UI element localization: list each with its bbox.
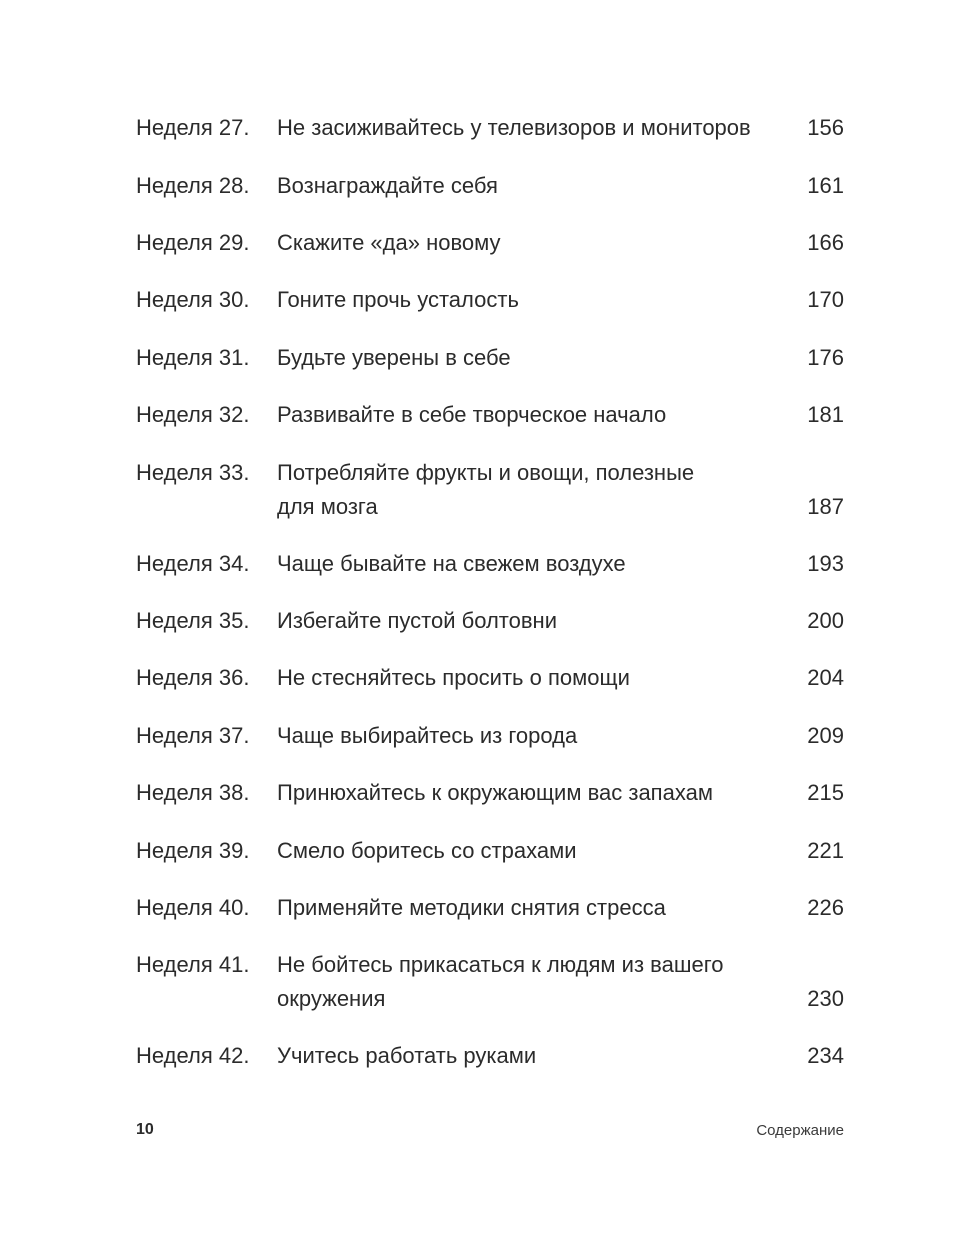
toc-title-line: Чаще выбирайтесь из города	[277, 723, 578, 748]
toc-page: 161	[807, 173, 844, 198]
toc-page: 209	[807, 723, 844, 748]
toc-title-line: Не бойтесь прикасаться к людям из вашего	[277, 952, 724, 977]
toc-week: Неделя 35.	[136, 608, 250, 633]
toc-title	[277, 719, 747, 753]
toc-title	[277, 226, 747, 260]
toc-week: Неделя 31.	[136, 345, 250, 370]
toc-title	[277, 169, 747, 203]
toc-week: Неделя 27.	[136, 115, 250, 140]
toc-title	[277, 604, 747, 638]
toc-page: 193	[807, 551, 844, 576]
toc-week: Неделя 32.	[136, 402, 250, 427]
toc-page: 230	[807, 986, 844, 1011]
toc-title	[277, 547, 747, 581]
toc-title-line: Будьте уверены в себе	[277, 345, 511, 370]
toc-page: 215	[807, 780, 844, 805]
toc-title-line: для мозга	[277, 494, 378, 519]
toc-title	[277, 283, 747, 317]
toc-page: 221	[807, 838, 844, 863]
toc-page: 234	[807, 1043, 844, 1068]
toc-title-line: Скажите «да» новому	[277, 230, 501, 255]
toc-week: Неделя 37.	[136, 723, 250, 748]
toc-week: Неделя 42.	[136, 1043, 250, 1068]
toc-page: 226	[807, 895, 844, 920]
toc-page: 187	[807, 494, 844, 519]
toc-title	[277, 891, 747, 925]
toc-title-line: Чаще бывайте на свежем воздухе	[277, 551, 626, 576]
toc-title-line: Не засиживайтесь у телевизоров и мониторов	[277, 115, 751, 140]
toc-title-line: Смело боритесь со страхами	[277, 838, 577, 863]
toc-week: Неделя 33.	[136, 460, 250, 485]
running-footer-section: Содержание	[756, 1122, 844, 1139]
toc-title-line: Вознаграждайте себя	[277, 173, 498, 198]
toc-title-line: Учитесь работать руками	[277, 1043, 537, 1068]
toc-title	[277, 661, 747, 695]
toc-page: 170	[807, 287, 844, 312]
toc-week: Неделя 36.	[136, 665, 250, 690]
toc-page: 176	[807, 345, 844, 370]
toc-title-line: Развивайте в себе творческое начало	[277, 402, 667, 427]
toc-title	[277, 834, 747, 868]
toc-week: Неделя 40.	[136, 895, 250, 920]
toc-week: Неделя 41.	[136, 952, 250, 977]
toc-title-line: Гоните прочь усталость	[277, 287, 519, 312]
toc-title-line: Не стесняйтесь просить о помощи	[277, 665, 630, 690]
toc-page: 166	[807, 230, 844, 255]
toc-page: 204	[807, 665, 844, 690]
toc-title	[277, 341, 747, 375]
toc-title	[277, 776, 747, 810]
toc-week: Неделя 39.	[136, 838, 250, 863]
toc-week: Неделя 28.	[136, 173, 250, 198]
toc-title	[277, 111, 751, 145]
toc-week: Неделя 34.	[136, 551, 250, 576]
toc-title	[277, 1039, 747, 1073]
toc-title	[277, 948, 747, 1016]
page-number: 10	[136, 1121, 154, 1138]
toc-page: 200	[807, 608, 844, 633]
toc-week: Неделя 29.	[136, 230, 250, 255]
toc-title-line: Принюхайтесь к окружающим вас запахам	[277, 780, 713, 805]
toc-title	[277, 398, 747, 432]
toc-week: Неделя 38.	[136, 780, 250, 805]
toc-title-line: Применяйте методики снятия стресса	[277, 895, 666, 920]
toc-week: Неделя 30.	[136, 287, 250, 312]
toc-title	[277, 456, 747, 524]
toc-title-line: окружения	[277, 986, 386, 1011]
toc-title-line: Потребляйте фрукты и овощи, полезные	[277, 460, 695, 485]
toc-page: 156	[807, 115, 844, 140]
toc-page: 181	[807, 402, 844, 427]
toc-title-line: Избегайте пустой болтовни	[277, 608, 557, 633]
